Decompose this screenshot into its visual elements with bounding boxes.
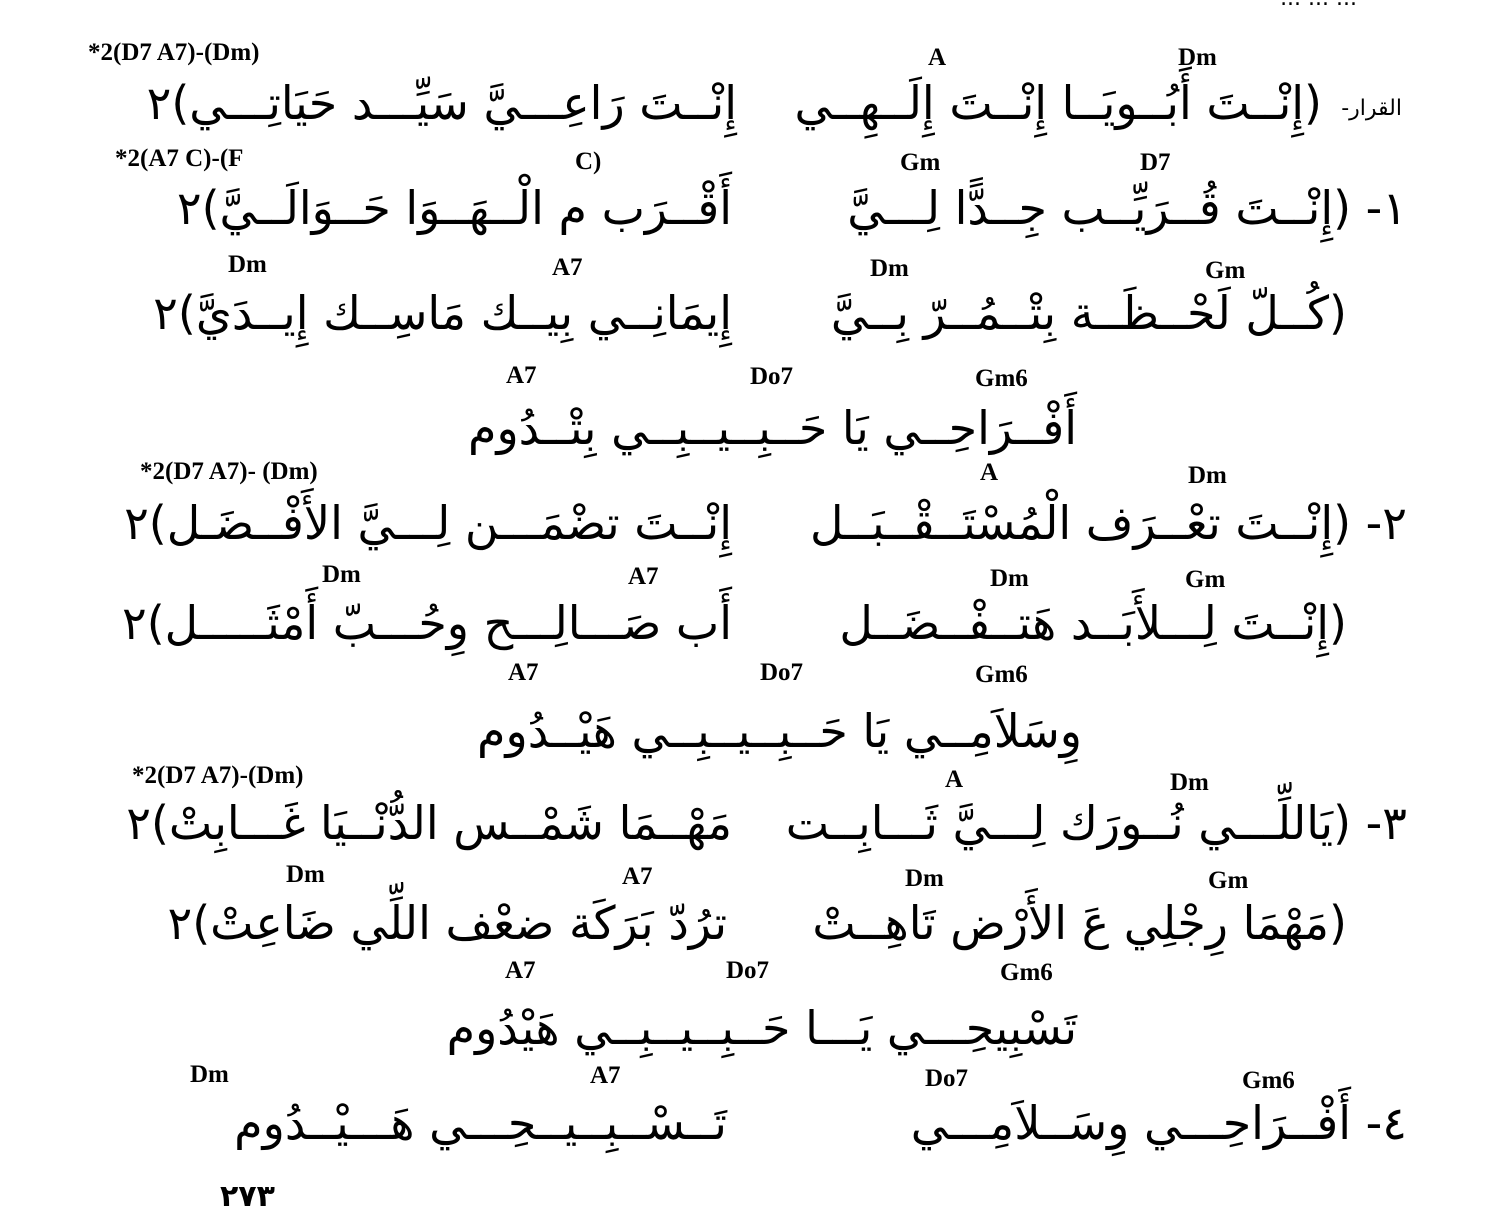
verse3-repeat-chords: *2(D7 A7)-(Dm) (132, 762, 304, 789)
verse1-chord-gm6: Gm6 (975, 365, 1028, 392)
verse4-line-right: ٤- أَفْــرَاحِـــي وِسَــلاَمِـــي (910, 1096, 1407, 1150)
verse3-chord-dm: Dm (286, 861, 325, 888)
verse3-line1-left: مَهْــمَا شَمْــس الدُّنْــيَا غَـــابِتْ)٢ (126, 796, 732, 850)
verse1-chord-do7: Do7 (750, 363, 794, 390)
verse2-chord-a: A (980, 459, 999, 486)
chorus-chord-a: A (928, 44, 947, 71)
verse2-chord-do7: Do7 (760, 659, 804, 686)
chorus-line-left: إِنْــتَ رَاعِـــيَّ سَيِّـــد حَيَاتِـــي)٢ (146, 76, 737, 130)
verse1-chord-a7: A7 (552, 254, 583, 281)
verse2-chord-gm6: Gm6 (975, 661, 1028, 688)
verse2-repeat-chords: *2(D7 A7)- (Dm) (140, 458, 318, 485)
verse3-chord-gm: Gm (1208, 867, 1249, 894)
verse3-line2-left: ترُدّ بَرَكَة ضعْف اللِّي ضَاعِتْ)٢ (167, 896, 727, 950)
verse3-chord-gm6: Gm6 (1000, 959, 1053, 986)
verse2-chord-gm: Gm (1185, 566, 1226, 593)
verse2-line1-left: إِنْــتَ تضْمَـــن لِـــيَّ الأَفْــضَـل)٢ (124, 496, 732, 550)
chorus-repeat-chords: *2(D7 A7)-(Dm) (88, 39, 260, 66)
verse1-chord-d7: D7 (1140, 149, 1171, 176)
verse3-chord-a: A (945, 766, 964, 793)
chorus-chord-dm: Dm (1178, 44, 1217, 71)
verse1-line3: أَفْــرَاحِــي يَا حَــبِــيــبِــي بِتْــدُوم (467, 401, 1077, 455)
chorus-line-right: (إِنْــتَ أَبُــويَــا إِنْــتَ إِلَــهِــي (794, 76, 1322, 130)
verse1-line1-right: ١- (إِنْــتَ قُــرَيِّــب جِــدًّا لِـــيَّ (847, 181, 1407, 235)
verse1-line2-left: إِيمَانِــي بِيــك مَاسِــك إِيــدَيَّ)٢ (153, 286, 732, 340)
verse4-chord-a7: A7 (590, 1062, 621, 1089)
page-number: ٢٧٣ (220, 1179, 275, 1214)
verse4-chord-dm: Dm (190, 1061, 229, 1088)
chorus-label: القرار- (1341, 96, 1402, 121)
verse2-line1-right: ٢- (إِنْــتَ تعْــرَف الْمُسْتَــقْــبَــل (809, 496, 1407, 550)
verse4-chord-do7: Do7 (925, 1065, 969, 1092)
verse1-repeat-chords: *2(A7 C)-(F (115, 145, 244, 172)
verse2-chord-dm2: Dm (990, 565, 1029, 592)
verse2-line2-left: أَب صَـــالِـــح وِحُـــبّ أَمْثَـــــل)٢ (121, 596, 732, 650)
verse1-line1-left: أَقْــرَب م الْــهَــوَا حَــوَالَــيَّ)٢ (176, 181, 732, 235)
header-fragment (1280, 0, 1357, 10)
verse3-chord-dm2: Dm (905, 865, 944, 892)
verse1-chord-c: C) (575, 148, 602, 175)
verse2-line2-right: (إِنْــتَ لِـــلأَبَــد هَتــفْــضَــل (839, 596, 1347, 650)
verse3-chord-dm: Dm (1170, 769, 1209, 796)
verse1-chord-gm: Gm (900, 149, 941, 176)
verse1-chord-a7-b: A7 (506, 362, 537, 389)
verse4-chord-gm6: Gm6 (1242, 1067, 1295, 1094)
verse2-chord-dm: Dm (1188, 462, 1227, 489)
verse4-line-left: تَــسْــبِــيــحِـــي هَـــيْــدُوم (234, 1096, 727, 1150)
verse3-line2-right: (مَهْمَا رِجْلِي عَ الأَرْض تَاهِــتْ (812, 896, 1347, 950)
verse2-line3: وِسَلاَمِــي يَا حَــبِــيــبِــي هَيْــدُوم (477, 704, 1082, 758)
verse1-chord-dm: Dm (228, 251, 267, 278)
verse1-line2-right: (كُــلّ لَحْــظَــة بِتْــمُــرّ بِــيَّ (830, 286, 1347, 340)
verse3-chord-do7: Do7 (726, 957, 770, 984)
verse1-chord-gm2: Gm (1205, 257, 1246, 284)
verse3-line1-right: ٣- (يَاللِّـــي نُــورَك لِـــيَّ ثَـــابِــت (785, 796, 1407, 850)
verse3-line3: تَسْبِيحِـــي يَـــا حَــبِــيــبِــي هَيْدُوم (446, 1001, 1077, 1055)
verse2-chord-dm: Dm (322, 561, 361, 588)
verse1-chord-dm2: Dm (870, 255, 909, 282)
verse3-chord-a7: A7 (622, 863, 653, 890)
verse3-chord-a7-b: A7 (505, 957, 536, 984)
verse2-chord-a7-b: A7 (508, 659, 539, 686)
verse2-chord-a7: A7 (628, 563, 659, 590)
